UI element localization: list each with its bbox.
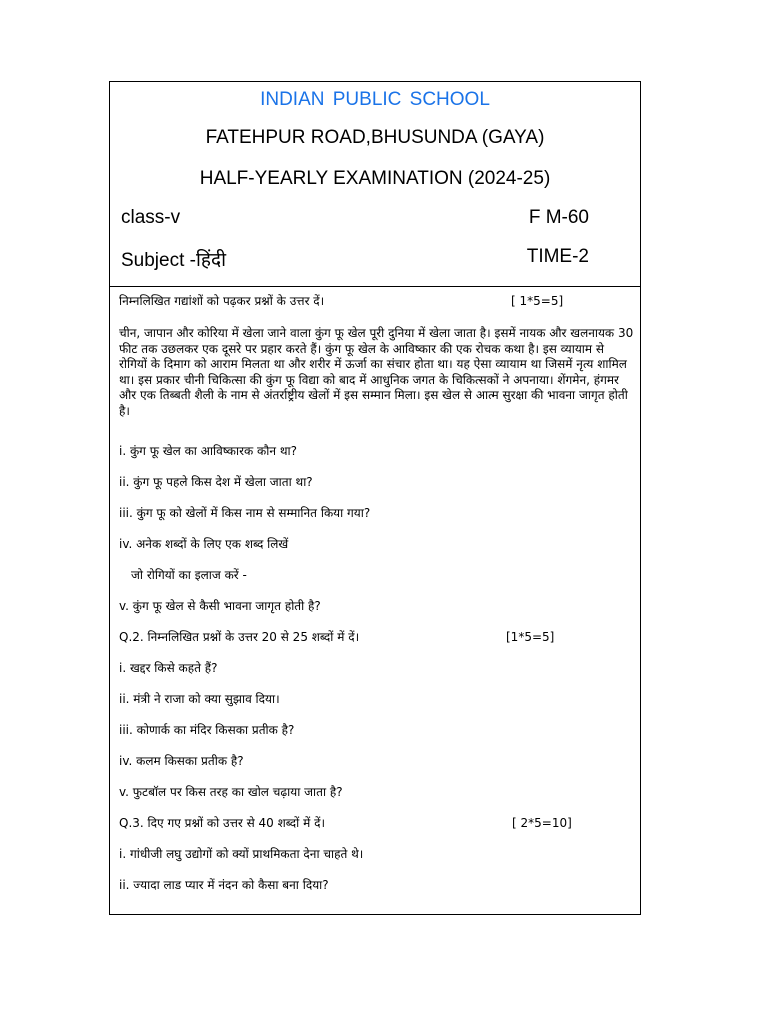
question: ii. कुंग फू पहले किस देश में खेला जाता था?: [119, 475, 313, 489]
class-label: class-v: [121, 207, 181, 228]
question: v. फुटबॉल पर किस तरह का खोल चढ़ाया जाता है?: [119, 785, 343, 799]
full-marks: F M-60: [528, 207, 589, 228]
exam-header: [110, 82, 640, 286]
school-address: FATEHPUR ROAD,BHUSUNDA (GAYA): [205, 127, 545, 148]
question: iii. कुंग फू को खेलों में किस नाम से सम्मानित किया गया?: [119, 506, 371, 520]
question: i. खद्दर किसे कहते हैं?: [119, 661, 218, 675]
school-name: INDIAN PUBLIC SCHOOL: [260, 89, 490, 110]
section2-marks: [1*5=5]: [506, 630, 555, 644]
section3-heading: Q.3. दिए गए प्रश्नों को उत्तर से 40 शब्दों में दें।: [119, 816, 325, 830]
section3-marks: [ 2*5=10]: [512, 816, 572, 830]
question: i. कुंग फू खेल का आविष्कारक कौन था?: [119, 444, 297, 458]
question: iv. कलम किसका प्रतीक है?: [119, 754, 244, 768]
section1-marks: [ 1*5=5]: [511, 294, 564, 308]
section2-heading: Q.2. निम्नलिखित प्रश्नों के उत्तर 20 से 25 शब्दों में दें।: [119, 630, 360, 644]
subject-label: Subject -हिंदी: [121, 250, 226, 271]
passage: चीन, जापान और कोरिया में खेला जाने वाला कुंग फू खेल पूरी दुनिया में खेला जाता है। इसमें नायक और खलनायक 30 फीट तक उछलकर एक दूसरे पर प्रहार करते हैं। कुंग फू खेल के आविष्कार की एक रोचक कथा है। इस व्यायाम से रोगियों के दिमाग को आराम मिलता था और शरीर में ऊर्जा का संचार होता था। यह ऐसा व्यायाम था जिसमें नृत्य शामिल था। इस प्रकार चीनी चिकित्सा की कुंग फू विद्या को बाद में आधुनिक जगत के चिकित्सकों ने अपनाया। शेंगमेन, हंगमर और एक तिब्बती शैली के नाम से अंतर्राष्ट्रीय खेलों में इस सम्मान मिला। इस खेल से आत्म सुरक्षा की भावना जागृत होती है।: [119, 326, 634, 418]
time-label: TIME-2: [526, 246, 589, 267]
section1-instruction: निम्नलिखित गद्यांशों को पढ़कर प्रश्नों के उत्तर दें।: [119, 294, 325, 308]
exam-title: HALF-YEARLY EXAMINATION (2024-25): [199, 168, 551, 189]
question: iii. कोणार्क का मंदिर किसका प्रतीक है?: [119, 723, 295, 737]
exam-paper: [109, 81, 641, 915]
question: ii. ज्यादा लाड प्यार में नंदन को कैसा बना दिया?: [119, 878, 329, 892]
question: i. गांधीजी लघु उद्योगों को क्यों प्राथमिकता देना चाहते थे।: [119, 847, 364, 861]
question: ii. मंत्री ने राजा को क्या सुझाव दिया।: [119, 692, 280, 706]
question: v. कुंग फू खेल से कैसी भावना जागृत होती है?: [119, 599, 321, 613]
header-divider: [110, 286, 640, 287]
question: जो रोगियों का इलाज करें -: [131, 568, 247, 582]
question: iv. अनेक शब्दों के लिए एक शब्द लिखें: [119, 537, 289, 551]
